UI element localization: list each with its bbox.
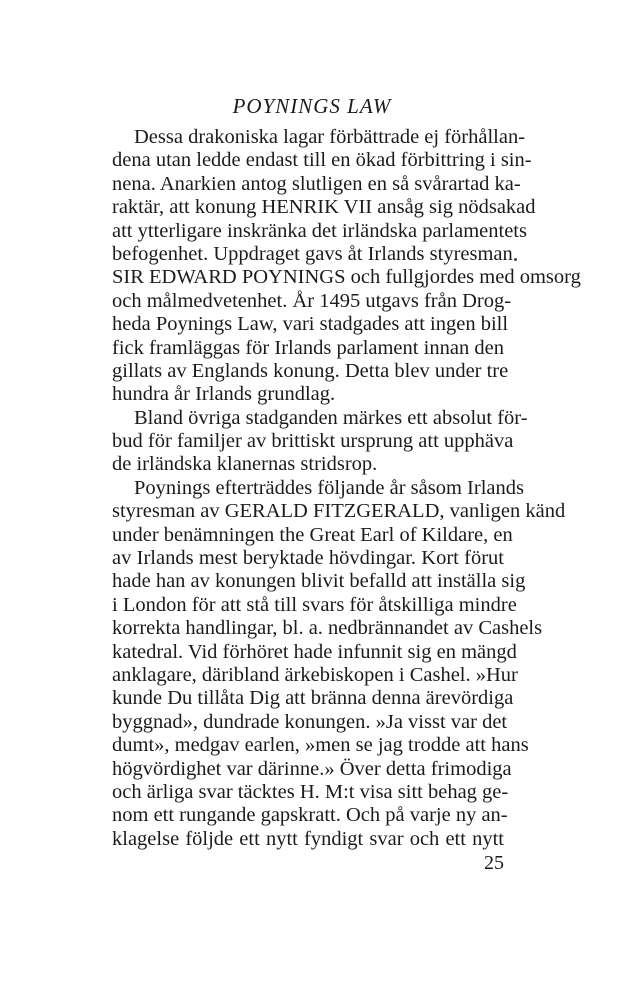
text-line: Bland övriga stadganden märkes ett absolut för- bbox=[134, 406, 528, 429]
text-line: klagelse följde ett nytt fyndigt svar och ett nytt bbox=[112, 827, 504, 850]
text-line: nena. Anarkien antog slutligen en så svårartad ka- bbox=[112, 172, 521, 195]
ink-speck bbox=[514, 258, 517, 261]
text-line: katedral. Vid förhöret hade infunnit sig en mängd bbox=[112, 640, 517, 663]
running-head: POYNINGS LAW bbox=[232, 94, 392, 118]
body-text bbox=[112, 126, 581, 851]
text-line: Poynings efterträddes följande år såsom Irlands bbox=[134, 476, 524, 499]
text-line: nom ett rungande gapskratt. Och på varje ny an- bbox=[112, 804, 508, 827]
text-line: Dessa drakoniska lagar förbättrade ej förhållan- bbox=[134, 126, 526, 148]
text-line: dena utan ledde endast till en ökad förbittring i sin- bbox=[112, 149, 532, 172]
text-line: raktär, att konung HENRIK VII ansåg sig nödsakad bbox=[112, 196, 536, 219]
text-line: korrekta handlingar, bl. a. nedbrännandet av Cashels bbox=[112, 617, 543, 640]
text-line: kunde Du tillåta Dig att bränna denna ärevördiga bbox=[112, 687, 514, 710]
text-line: byggnad», dundrade konungen. »Ja visst var det bbox=[112, 710, 508, 733]
text-line: av Irlands mest beryktade hövdingar. Kort förut bbox=[112, 547, 504, 570]
text-line: anklagare, däribland ärkebiskopen i Cashel. »Hur bbox=[112, 663, 518, 686]
text-line: befogenhet. Uppdraget gavs åt Irlands styresman bbox=[112, 242, 513, 265]
text-line: styresman av GERALD FITZGERALD, vanligen känd bbox=[112, 500, 566, 523]
text-line: de irländska klanernas stridsrop. bbox=[112, 453, 378, 476]
text-line: dumt», medgav earlen, »men se jag trodde att hans bbox=[112, 734, 529, 757]
text-line: hundra år Irlands grundlag. bbox=[112, 383, 336, 406]
text-line: och målmedvetenhet. År 1495 utgavs från Drog- bbox=[112, 289, 512, 312]
text-line: fick framläggas för Irlands parlament innan den bbox=[112, 336, 504, 359]
text-line: SIR EDWARD POYNINGS och fullgjordes med omsorg bbox=[112, 266, 581, 289]
text-line: hade han av konungen blivit befalld att inställa sig bbox=[112, 570, 526, 593]
text-line: att ytterligare inskränka det irländska parlamentets bbox=[112, 219, 527, 242]
text-line: gillats av Englands konung. Detta blev under tre bbox=[112, 359, 509, 382]
text-line: i London för att stå till svars för åtskilliga mindre bbox=[112, 593, 517, 616]
text-line: under benämningen the Great Earl of Kildare, en bbox=[112, 523, 513, 546]
text-line: heda Poynings Law, vari stadgades att ingen bill bbox=[112, 313, 509, 336]
page-number: 25 bbox=[484, 852, 504, 874]
text-line: och ärliga svar täcktes H. M:t visa sitt behag ge- bbox=[112, 780, 509, 803]
text-line: högvördighet var därinne.» Över detta frimodiga bbox=[112, 757, 512, 780]
text-line: bud för familjer av brittiskt ursprung att upphäva bbox=[112, 430, 514, 453]
